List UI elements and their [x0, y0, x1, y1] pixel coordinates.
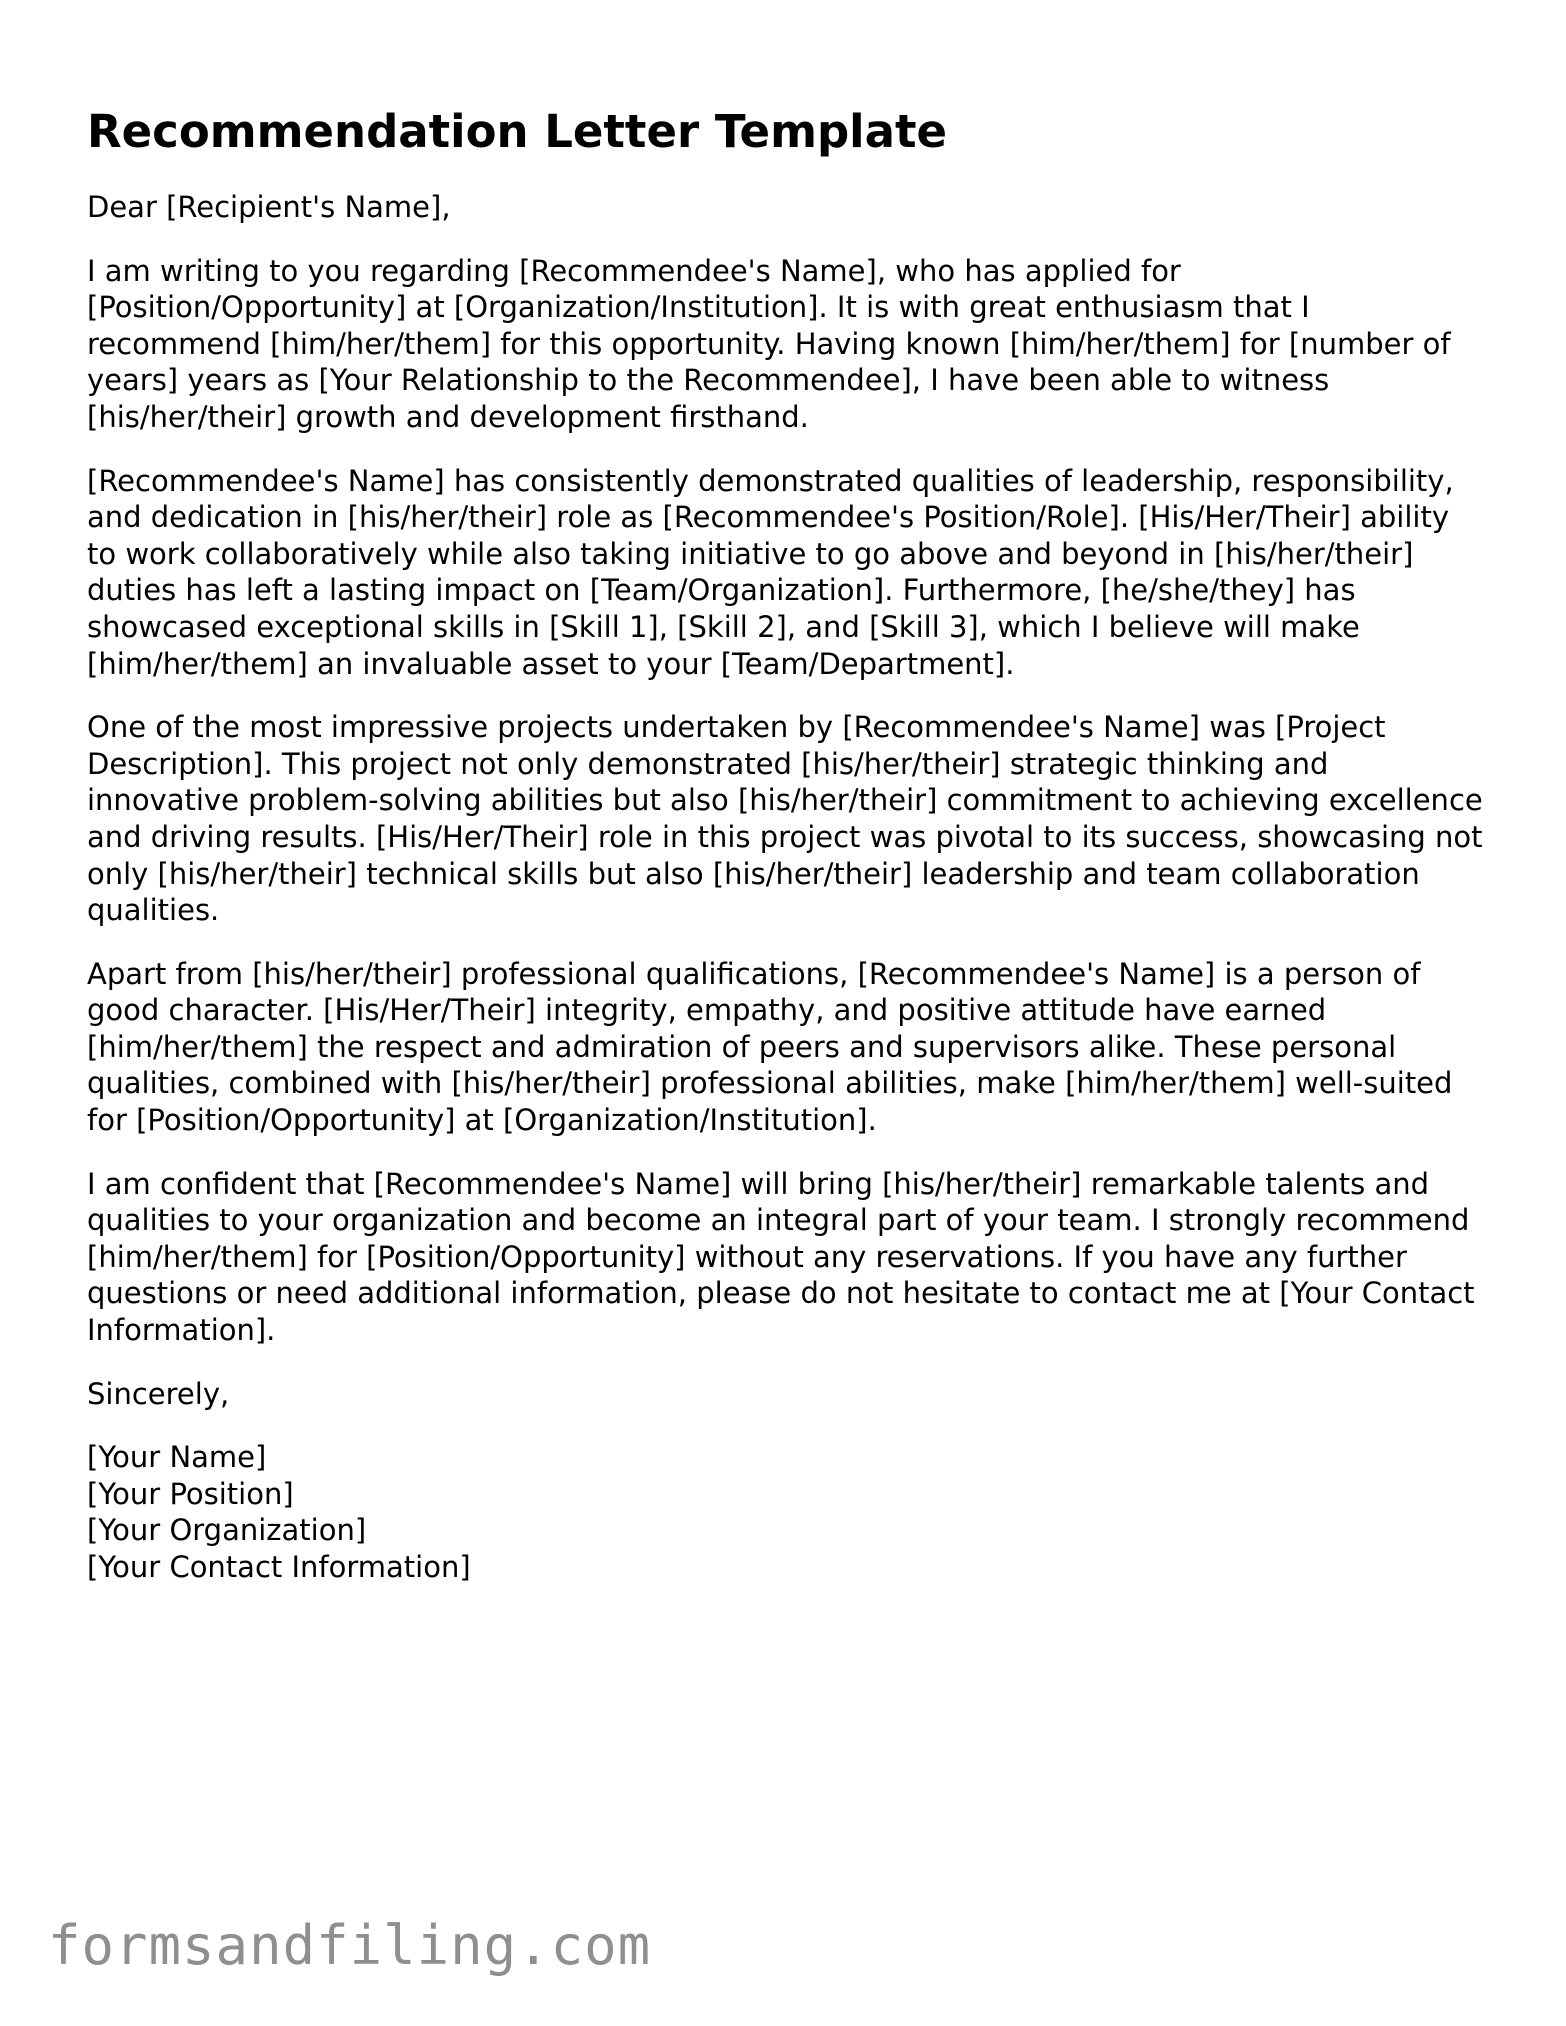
paragraph-intro: I am writing to you regarding [Recommendee's Name], who has applied for [Position/Opportunity] at [Organization/Institution]. It is with great enthusiasm that I recommend [him/her/them] for this opportunity. Having known [him/her/them] for [number of years] years as [Your Relationship to the Recommendee], I have been able to witness [his/her/their] growth and development firsthand. — [87, 253, 1451, 434]
paragraph-character: Apart from [his/her/their] professional qualifications, [Recommendee's Name] is a person of good character. [His/Her/Their] integrity, empathy, and positive attitude have earned [him/her/them] the respect and admiration of peers and supervisors alike. These personal qualities, combined with [his/her/their] professional abilities, make [him/her/them] well-suited for [Position/Opportunity] at [Organization/Institution]. — [87, 956, 1453, 1138]
signature-position: [Your Position] — [87, 1476, 294, 1511]
signature-name: [Your Name] — [87, 1440, 267, 1475]
signature-organization: [Your Organization] — [87, 1513, 367, 1548]
paragraph-conclusion: I am confident that [Recommendee's Name] will bring [his/her/their] remarkable talents and qualities to your organization and become an integral part of your team. I strongly recommend [him/her/them] for [Position/Opportunity] without any reservations. If you have any further questions or need additional information, please do not hesitate to contact me at [Your Contact Information]. — [87, 1166, 1475, 1348]
paragraph-project: One of the most impressive projects undertaken by [Recommendee's Name] was [Project Description]. This project not only demonstrated [his/her/their] strategic thinking and innovative problem-solving abilities but also [his/her/their] commitment to achieving excellence and driving results. [His/Her/Their] role in this project was pivotal to its success, showcasing not only [his/her/their] technical skills but also [his/her/their] leadership and team collaboration qualities. — [87, 710, 1483, 928]
document-title: Recommendation Letter Template — [87, 105, 947, 158]
closing: Sincerely, — [87, 1376, 230, 1411]
salutation: Dear [Recipient's Name], — [87, 190, 451, 224]
letter-body — [87, 104, 1487, 1586]
signature-block — [87, 1439, 1487, 1585]
signature-contact: [Your Contact Information] — [87, 1550, 471, 1584]
watermark: formsandfiling.com — [48, 1914, 652, 1977]
paragraph-qualities: [Recommendee's Name] has consistently demonstrated qualities of leadership, responsibility, and dedication in [his/her/their] role as [Recommendee's Position/Role]. [His/Her/Their] ability to work collaboratively while also taking initiative to go above and beyond in [his/her/their] duties has left a lasting impact on [Team/Organization]. Furthermore, [he/she/they] has showcased exceptional skills in [Skill 1], [Skill 2], and [Skill 3], which I believe will make [him/her/them] an invaluable asset to your [Team/Department]. — [87, 463, 1454, 681]
